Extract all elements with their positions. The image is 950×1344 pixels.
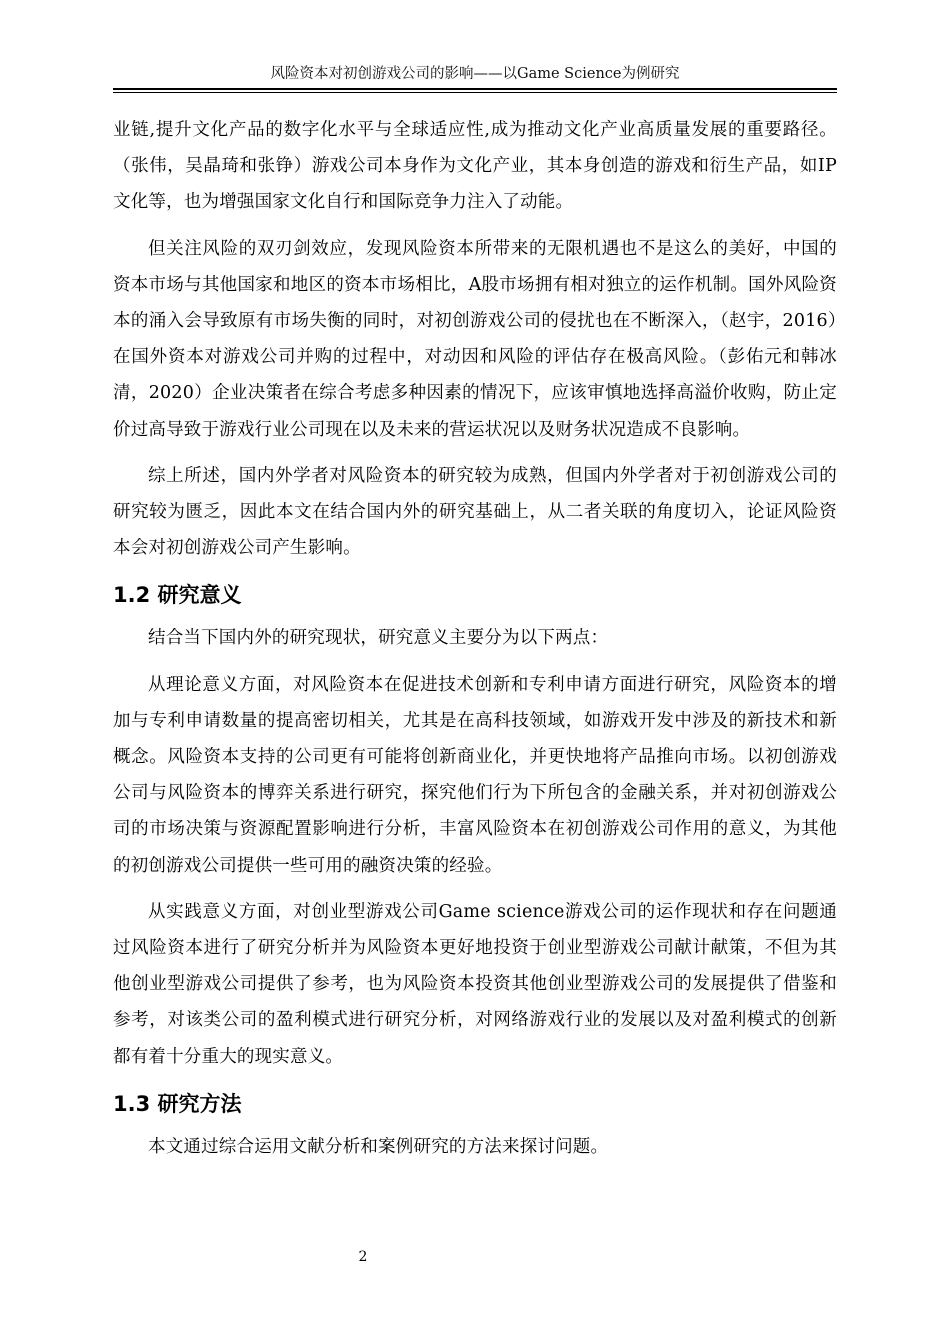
- paragraph-continuation: 业链,提升文化产品的数字化水平与全球适应性,成为推动文化产业高质量发展的重要路径。（张伟，吴晶琦和张铮）游戏公司本身作为文化产业，其本身创造的游戏和衍生产品，如IP文化等，也为增强国家文化自行和国际竞争力注入了动能。: [113, 120, 837, 213]
- paragraph-summary: 综上所述，国内外学者对风险资本的研究较为成熟，但国内外学者对于初创游戏公司的研究较为匮乏，因此本文在结合国内外的研究基础上，从二者关联的角度切入，论证风险资本会对初创游戏公司产生影响。: [113, 465, 837, 559]
- page-number: 2: [358, 1249, 368, 1265]
- paragraph-theoretical-significance: 从理论意义方面，对风险资本在促进技术创新和专利申请方面进行研究，风险资本的增加与专利申请数量的提高密切相关，尤其是在高科技领域，如游戏开发中涉及的新技术和新概念。风险资本支持的公司更有可能将创新商业化，并更快地将产品推向市场。以初创游戏公司与风险资本的博弈关系进行研究，探究他们行为下所包含的金融关系，并对初创游戏公司的市场决策与资源配置影响进行分析，丰富风险资本在初创游戏公司作用的意义，为其他的初创游戏公司提供一些可用的融资决策的经验。: [113, 674, 837, 876]
- section-heading-research-methods: 1.3 研究方法: [113, 1091, 242, 1116]
- paragraph-methods: 本文通过综合运用文献分析和案例研究的方法来探讨问题。: [148, 1136, 609, 1157]
- paragraph-significance-intro: 结合当下国内外的研究现状，研究意义主要分为以下两点：: [148, 628, 609, 649]
- paragraph-practical-significance: 从实践意义方面，对创业型游戏公司Game science游戏公司的运作现状和存在问题通过风险资本进行了研究分析并为风险资本更好地投资于创业型游戏公司献计献策，不但为其他创业型游戏公司提供了参考，也为风险资本投资其他创业型游戏公司的发展提供了借鉴和参考，对该类公司的盈利模式进行研究分析，对网络游戏行业的发展以及对盈利模式的创新都有着十分重大的现实意义。: [113, 901, 837, 1067]
- header-rule: [113, 88, 837, 93]
- running-header: 风险资本对初创游戏公司的影响——以Game Science为例研究: [270, 66, 680, 82]
- section-heading-research-significance: 1.2 研究意义: [113, 583, 242, 608]
- body-content: [113, 112, 837, 1165]
- paragraph-risk-double-edge: 但关注风险的双刃剑效应，发现风险资本所带来的无限机遇也不是这么的美好，中国的资本市场与其他国家和地区的资本市场相比，A股市场拥有相对独立的运作机制。国外风险资本的涌入会导致原有市场失衡的同时，对初创游戏公司的侵扰也在不断深入，（赵宇，2016）在国外资本对游戏公司并购的过程中，对动因和风险的评估存在极高风险。（彭佑元和韩冰清，2020）企业决策者在综合考虑多种因素的情况下，应该审慎地选择高溢价收购，防止定价过高导致于游戏行业公司现在以及未来的营运状况以及财务状况造成不良影响。: [113, 238, 837, 440]
